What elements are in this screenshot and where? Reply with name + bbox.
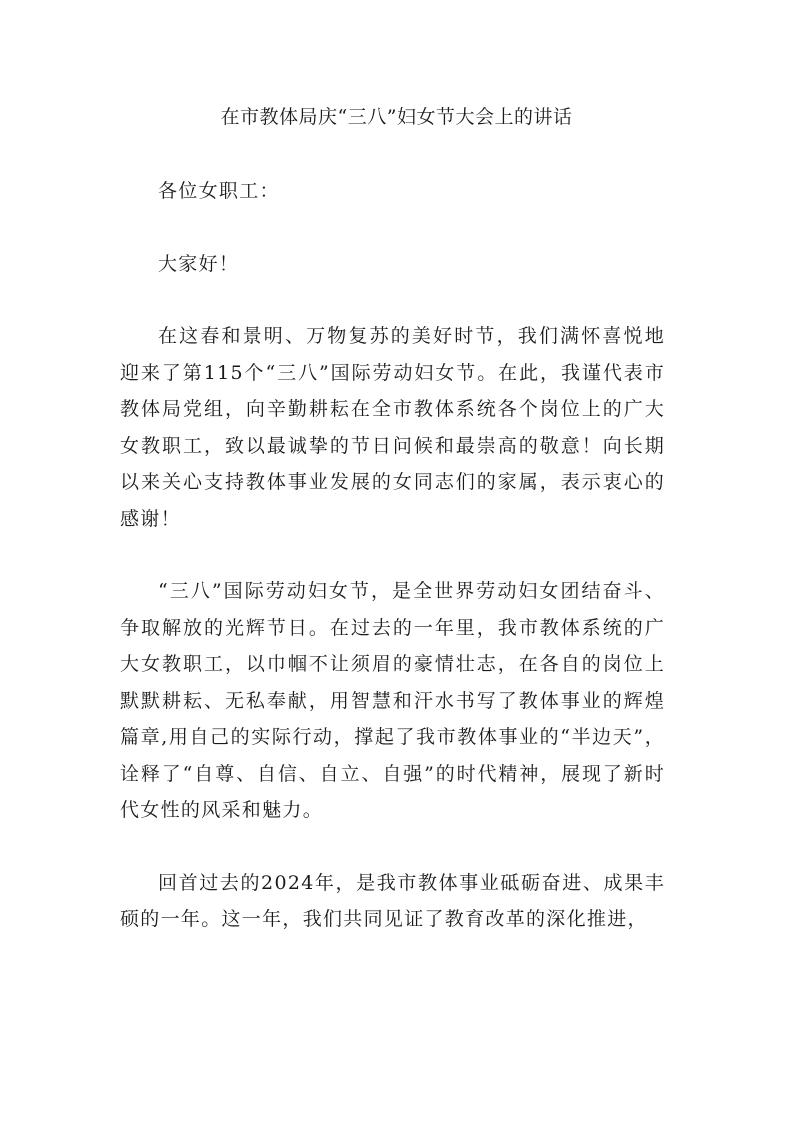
document-title: 在市教体局庆“三八”妇女节大会上的讲话	[220, 106, 573, 128]
document-body	[120, 173, 665, 938]
salutation: 各位女职工：	[158, 180, 280, 202]
paragraph-1: 在这春和景明、万物复苏的美好时节，我们满怀喜悦地迎来了第115个“三八”国际劳动妇女节。在此，我谨代表市教体局党组，向辛勤耕耘在全市教体系统各个岗位上的广大女教职工，致以最诚挚的节日问候和最崇高的敬意！向长期以来关心支持教体事业发展的女同志们的家属，表示衷心的感谢！	[120, 325, 665, 530]
paragraph-2: “三八”国际劳动妇女节，是全世界劳动妇女团结奋斗、争取解放的光辉节日。在过去的一年里，我市教体系统的广大女教职工，以巾帼不让须眉的豪情壮志，在各自的岗位上默默耕耘、无私奉献，用智慧和汗水书写了教体事业的辉煌篇章,用自己的实际行动，撑起了我市教体事业的“半边天”，诠释了“自尊、自信、自立、自强”的时代精神，展现了新时代女性的风采和魅力。	[120, 580, 665, 821]
greeting: 大家好！	[158, 252, 240, 275]
paragraph-3: 回首过去的2024年，是我市教体事业砥砺奋进、成果丰硕的一年。这一年，我们共同见证了教育改革的深化推进，	[120, 871, 665, 930]
